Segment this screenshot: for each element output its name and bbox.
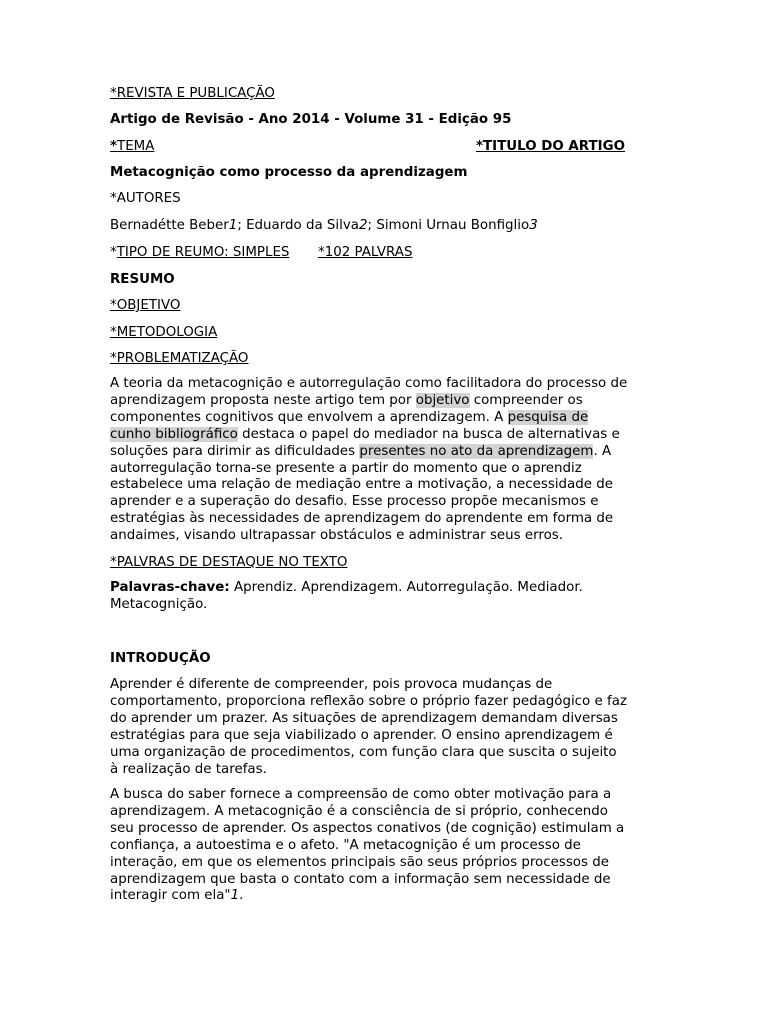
- titulo-text: TITULO DO ARTIGO: [483, 139, 625, 154]
- keywords-line: [110, 580, 665, 597]
- highlight-cunho: cunho bibliográfico: [110, 426, 238, 442]
- text-run: aprendizagem proposta neste artigo tem por: [110, 392, 416, 408]
- destaque-label: *PALVRAS DE DESTAQUE NO TEXTO: [110, 555, 348, 570]
- titulo-label: [476, 138, 625, 155]
- author-2: ; Eduardo da Silva: [237, 218, 360, 233]
- tipo-star: *: [110, 245, 117, 260]
- intro-line: estratégias para que seja viabilizado o aprender. O ensino aprendizagem é: [110, 727, 613, 743]
- author-3: ; Simoni Urnau Bonfiglio: [367, 218, 530, 233]
- objetivo-label: *OBJETIVO: [110, 298, 181, 313]
- highlight-presentes: presentes no ato da aprendizagem: [359, 443, 594, 459]
- intro-line: interação, em que os elementos principais são seus próprios processos de: [110, 854, 609, 870]
- resumo-line: estratégias às necessidades de aprendizagem do aprendente em forma de: [110, 511, 614, 527]
- tema-star: *: [110, 139, 118, 154]
- tipo-line: [110, 244, 289, 261]
- revista-label: *REVISTA E PUBLICAÇÃO: [110, 86, 275, 101]
- artigo-info: Artigo de Revisão - Ano 2014 - Volume 31 - Edição 95: [110, 112, 512, 127]
- text-run: compreender os: [469, 392, 583, 408]
- intro-paragraph-1: [110, 677, 665, 778]
- tema-label: [110, 138, 154, 155]
- titulo-star: *: [476, 139, 484, 154]
- intro-line: uma organização de procedimentos, com função clara que suscita o sujeito: [110, 744, 617, 760]
- intro-line: Aprender é diferente de compreender, pois provoca mudanças de: [110, 677, 553, 692]
- intro-line: A busca do saber fornece a compreensão de como obter motivação para a: [110, 787, 612, 802]
- tema-text: TEMA: [117, 139, 155, 154]
- authors-line: [110, 217, 538, 234]
- keywords-block: [110, 580, 665, 614]
- resumo-heading: RESUMO: [110, 272, 175, 287]
- intro-line: do aprender um prazer. As situações de aprendizagem demandam diversas: [110, 710, 618, 726]
- highlight-objetivo: objetivo: [415, 392, 470, 408]
- resumo-line: aprender e a superação do desafio. Esse processo propõe mecanismos e: [110, 494, 599, 510]
- resumo-line: A teoria da metacognição e autorregulação como facilitadora do processo de: [110, 376, 628, 391]
- author-1-ref: 1: [228, 218, 238, 233]
- resumo-line: [110, 410, 665, 427]
- metodologia-label: *METODOLOGIA: [110, 325, 218, 340]
- author-3-ref: 3: [529, 218, 538, 233]
- text-run: interagir com ela": [110, 888, 231, 904]
- author-1: Bernadétte Beber: [110, 218, 229, 233]
- author-2-ref: 2: [359, 218, 368, 233]
- intro-line: comportamento, proporciona reflexão sobre o próprio fazer pedagógico e faz: [110, 693, 627, 709]
- resumo-line: [110, 444, 665, 461]
- intro-line: confiança, a autoestima e o afeto. "A metacognição é um processo de: [110, 837, 581, 853]
- palavras-count: *102 PALVRAS: [318, 245, 413, 260]
- resumo-line: [110, 393, 665, 410]
- text-run: .: [239, 888, 244, 904]
- resumo-paragraph: [110, 376, 665, 545]
- resumo-line: [110, 427, 665, 444]
- resumo-line: autorregulação torna-se presente a partir do momento que o aprendiz: [110, 460, 582, 476]
- autores-label: *AUTORES: [110, 191, 181, 206]
- highlight-pesquisa: pesquisa de: [507, 409, 589, 425]
- intro-line: aprendizagem que basta o contato com a informação sem necessidade de: [110, 871, 611, 887]
- intro-line: seu processo de aprender. Os aspectos conativos (de cognição) estimulam a: [110, 820, 625, 836]
- text-run: soluções para dirimir as dificuldades: [110, 443, 360, 459]
- text-run: destaca o papel do mediador na busca de alternativas e: [237, 426, 620, 442]
- keywords-list: Aprendiz. Aprendizagem. Autorregulação. Mediador.: [229, 580, 583, 595]
- resumo-line: estabelece uma relação de mediação entre a motivação, a necessidade de: [110, 477, 613, 493]
- article-title: Metacognição como processo da aprendizagem: [110, 165, 468, 180]
- text-run: . A: [593, 443, 612, 459]
- intro-paragraph-2: [110, 787, 665, 905]
- keywords-label: Palavras-chave:: [110, 580, 230, 595]
- tipo-resumo: TIPO DE REUMO: SIMPLES: [116, 245, 290, 260]
- introducao-heading: INTRODUÇÃO: [110, 651, 211, 666]
- intro-line: à realização de tarefas.: [110, 761, 267, 777]
- footnote-ref: 1: [230, 888, 240, 904]
- resumo-line: andaimes, visando ultrapassar obstáculos e administrar seus erros.: [110, 528, 564, 544]
- problematizacao-label: *PROBLEMATIZAÇÃO: [110, 351, 249, 366]
- keywords-line: Metacognição.: [110, 596, 208, 612]
- text-run: componentes cognitivos que envolvem a aprendizagem. A: [110, 409, 508, 425]
- intro-line: [110, 888, 665, 905]
- intro-line: aprendizagem. A metacognição é a consciência de si próprio, conhecendo: [110, 803, 608, 819]
